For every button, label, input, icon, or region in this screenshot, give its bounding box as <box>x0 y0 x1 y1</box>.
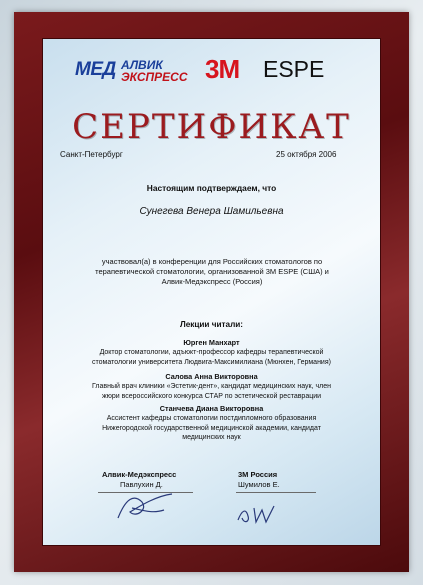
alvik-medexpress-logo <box>75 55 195 87</box>
body-line: терапевтической стоматологии, организованной 3М ESPE (США) и <box>95 267 329 276</box>
lecturer-description <box>60 382 363 401</box>
confirmation-text: Настоящим подтверждаем, что <box>146 183 277 193</box>
lecturer-desc-line: стоматологии университета Людвига-Максимилиана (Мюнхен, Германия) <box>92 358 331 366</box>
lecturer-desc-line: Нижегородской государственной медицинской академии, кандидат <box>102 424 321 432</box>
lecturer-name: Юрген Манхарт <box>183 338 240 347</box>
lecturer-name: Салова Анна Викторовна <box>165 372 258 381</box>
alvik-logo-text: АЛВИК <box>121 58 163 72</box>
lecturers-heading: Лекции читали: <box>179 320 244 329</box>
lecturer-description <box>60 414 363 443</box>
body-line: участвовал(а) в конференции для Российских стоматологов по <box>101 257 323 266</box>
handwritten-signature-left <box>112 488 182 524</box>
med-logo-mark: МЕД <box>75 59 116 80</box>
handwritten-signature-right <box>232 496 292 530</box>
3m-logo: 3M <box>205 54 240 84</box>
date: 25 октября 2006 <box>276 150 337 159</box>
signature-line-right <box>236 492 316 493</box>
signature-org-left: Алвик-Медэкспресс <box>102 470 177 479</box>
express-logo-text: ЭКСПРЕСС <box>121 70 188 84</box>
recipient-name: Сунегева Венера Шамильевна <box>139 206 284 217</box>
lecturer-desc-line: жюри всероссийского конкурса СТАР по эстетической реставрации <box>101 392 322 400</box>
signature-person-right: Шумилов Е. <box>238 480 280 489</box>
lecturer-desc-line: Доктор стоматологии, адъюкт-профессор кафедры терапевтической <box>99 349 324 356</box>
lecturer-desc-line: Ассистент кафедры стоматологии постдипломного образования <box>106 415 317 422</box>
lecturer-desc-line: Главный врач клиники «Эстетик-дент», кандидат медицинских наук, член <box>92 383 331 390</box>
body-line: Алвик-Медэкспресс (Россия) <box>161 277 263 286</box>
certificate-title: СЕРТИФИКАТ <box>72 107 351 147</box>
participation-text <box>62 257 362 287</box>
city: Санкт-Петербург <box>60 150 123 159</box>
espe-logo: ESPE <box>263 56 325 82</box>
lecturer-desc-line: медицинских наук <box>182 434 241 441</box>
signature-person-left: Павлухин Д. <box>120 480 163 489</box>
lecturer-description <box>60 348 363 367</box>
signature-org-right: 3M Россия <box>238 470 278 479</box>
lecturer-name: Станчева Диана Викторовна <box>159 404 264 413</box>
